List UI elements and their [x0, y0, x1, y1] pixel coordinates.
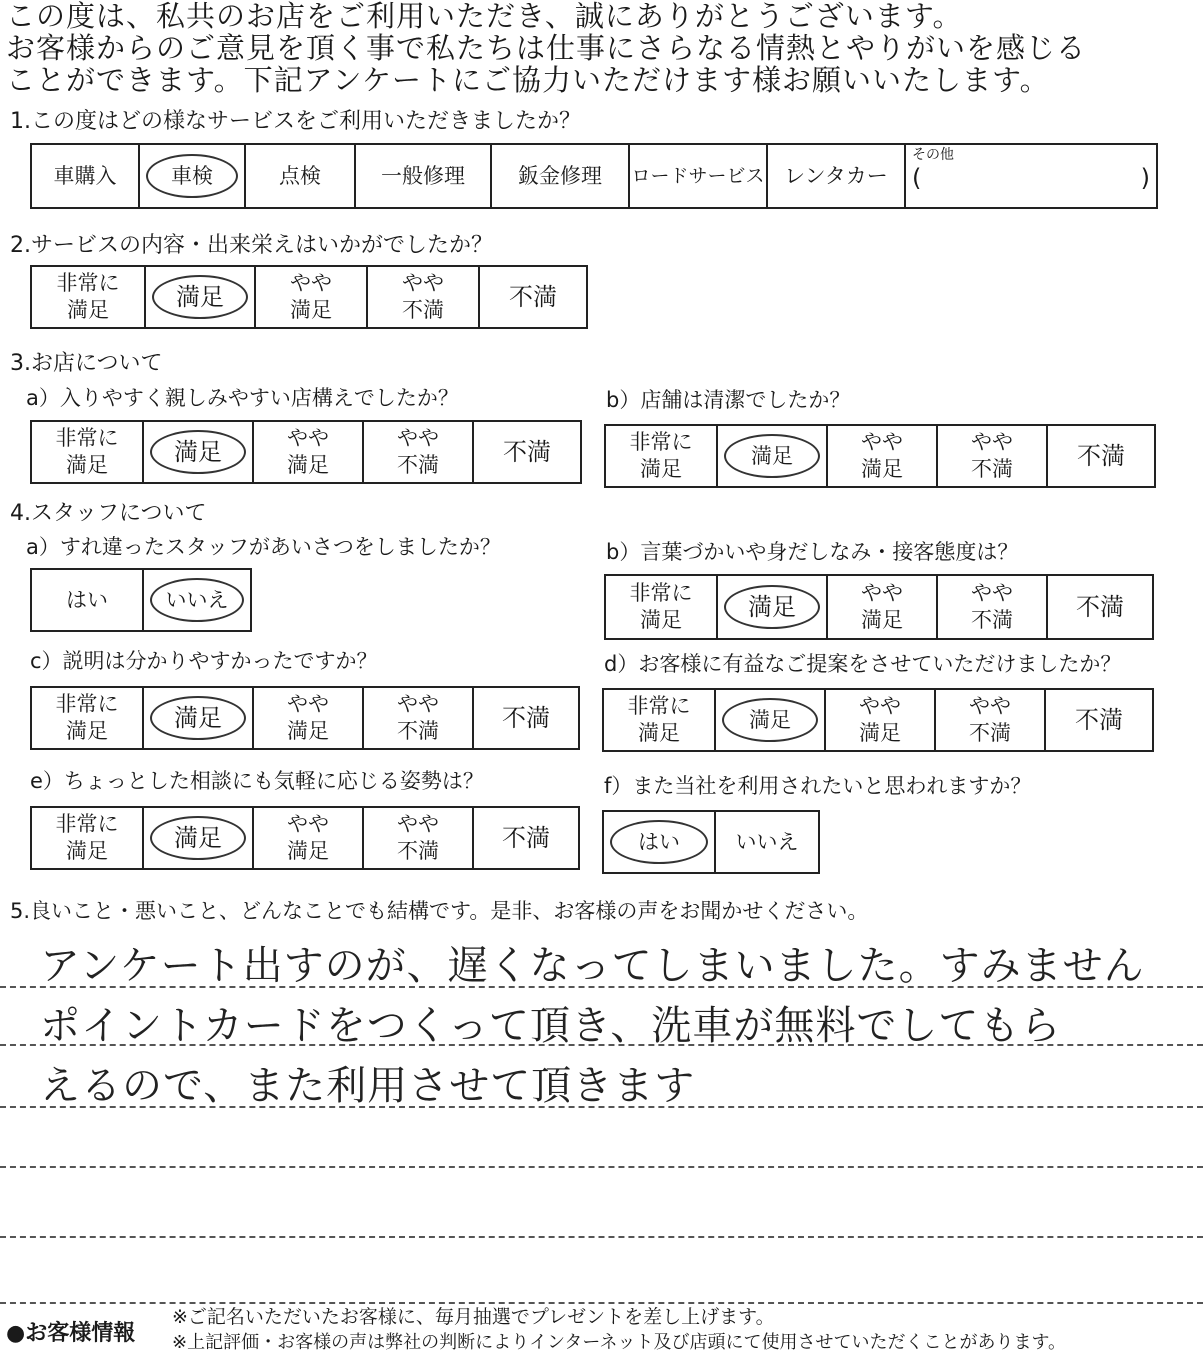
q1-options: [30, 143, 1158, 209]
q1-option-rental-car[interactable]: レンタカー: [766, 145, 904, 207]
q4d-title: d）お客様に有益なご提案をさせていただけましたか？: [604, 652, 1122, 676]
q1-option-check[interactable]: 点検: [244, 145, 354, 207]
q4b-option-very-satisfied[interactable]: 非常に満足: [629, 581, 693, 632]
q4d-option-dissatisfied[interactable]: 不満: [1044, 690, 1152, 750]
q4e-title: e）ちょっとした相談にも気軽に応じる姿勢は？: [30, 769, 484, 793]
q4d-option-somewhat-dissatisfied[interactable]: やや不満: [934, 690, 1044, 750]
q4c-option-somewhat-dissatisfied[interactable]: やや不満: [362, 688, 472, 748]
q1-option-other[interactable]: [904, 145, 1156, 207]
q4-title: 4.スタッフについて: [10, 501, 207, 526]
q4e-option-very-satisfied[interactable]: 非常に満足: [55, 812, 119, 863]
q4c-option-very-satisfied[interactable]: 非常に満足: [55, 692, 119, 743]
q1-other-label: その他: [912, 147, 954, 163]
q1-other-field[interactable]: [912, 163, 1150, 193]
q3b-option-satisfied-selected[interactable]: 満足: [716, 426, 826, 486]
q2-option-somewhat-dissatisfied[interactable]: やや不満: [366, 267, 478, 327]
q3b-options: [604, 424, 1156, 488]
q1-option-car-purchase[interactable]: 車購入: [53, 163, 117, 188]
q3a-option-very-satisfied[interactable]: 非常に満足: [55, 426, 119, 477]
q2-option-somewhat-satisfied[interactable]: やや満足: [254, 267, 366, 327]
q3-title: 3.お店について: [10, 351, 163, 376]
q2-option-dissatisfied[interactable]: 不満: [478, 267, 586, 327]
q1-option-general-repair[interactable]: 一般修理: [354, 145, 490, 207]
q2-title: 2.サービスの内容・出来栄えはいかがでしたか？: [10, 233, 493, 258]
comment-rule-4: [0, 1166, 1203, 1168]
q3b-option-very-satisfied[interactable]: 非常に満足: [629, 430, 693, 481]
q4a-option-no-selected[interactable]: いいえ: [142, 570, 250, 630]
q4a-title: a）すれ違ったスタッフがあいさつをしましたか？: [26, 535, 501, 559]
q1-other-close: ): [1140, 164, 1150, 192]
q3a-options: [30, 420, 582, 484]
q4d-option-very-satisfied[interactable]: 非常に満足: [627, 694, 691, 745]
q4f-option-yes-selected[interactable]: はい: [604, 812, 714, 872]
q4d-option-satisfied-selected[interactable]: 満足: [714, 690, 824, 750]
q4d-options: [602, 688, 1154, 752]
q4c-option-somewhat-satisfied[interactable]: やや満足: [252, 688, 362, 748]
q4b-title: b）言葉づかいや身だしなみ・接客態度は？: [606, 540, 1019, 564]
q4b-option-dissatisfied[interactable]: 不満: [1046, 576, 1152, 638]
q1-title: 1.この度はどの様なサービスをご利用いただきましたか？: [10, 109, 581, 134]
comment-rule-5: [0, 1236, 1203, 1238]
q4c-option-satisfied-selected[interactable]: 満足: [142, 688, 252, 748]
q4e-option-somewhat-dissatisfied[interactable]: やや不満: [362, 808, 472, 868]
q4b-option-somewhat-satisfied[interactable]: やや満足: [826, 576, 936, 638]
q3a-option-satisfied-selected[interactable]: 満足: [142, 422, 252, 482]
q4e-option-satisfied-selected[interactable]: 満足: [142, 808, 252, 868]
q1-option-road-service[interactable]: ロードサービス: [628, 145, 766, 207]
comment-line-3: えるので、また利用させて頂きます: [40, 1063, 696, 1109]
q2-option-satisfied-selected[interactable]: 満足: [144, 267, 254, 327]
q3b-title: b）店舗は清潔でしたか？: [606, 388, 851, 412]
q4f-option-no[interactable]: いいえ: [714, 812, 818, 872]
q5-title: 5.良いこと・悪いこと、どんなことでも結構です。是非、お客様の声をお聞かせください。: [10, 899, 869, 923]
q4d-option-somewhat-satisfied[interactable]: やや満足: [824, 690, 934, 750]
intro-line-3: ことができます。下記アンケートにご協力いただけます様お願いいたします。: [6, 63, 1050, 97]
q4e-option-dissatisfied[interactable]: 不満: [472, 808, 578, 868]
q4e-options: [30, 806, 580, 870]
q3a-option-dissatisfied[interactable]: 不満: [472, 422, 580, 482]
q4b-option-somewhat-dissatisfied[interactable]: やや不満: [936, 576, 1046, 638]
customer-info-title: ●お客様情報: [6, 1321, 136, 1346]
q4c-option-dissatisfied[interactable]: 不満: [472, 688, 578, 748]
q4c-title: c）説明は分かりやすかったですか？: [30, 649, 378, 673]
comment-rule-2: [0, 1044, 1203, 1046]
q2-option-very-satisfied[interactable]: 非常に満足: [56, 271, 120, 322]
q4f-title: f）また当社を利用されたいと思われますか？: [604, 774, 1032, 798]
intro-line-1: この度は、私共のお店をご利用いただき、誠にありがとうございます。: [6, 0, 963, 33]
q4a-option-yes[interactable]: はい: [66, 587, 108, 612]
intro-line-2: お客様からのご意見を頂く事で私たちは仕事にさらなる情熱とやりがいを感じる: [6, 31, 1087, 65]
q4c-options: [30, 686, 580, 750]
comment-line-2: ポイントカードをつくって頂き、洗車が無料でしてもら: [40, 1003, 1062, 1049]
q3a-option-somewhat-satisfied[interactable]: やや満足: [252, 422, 362, 482]
q3b-option-somewhat-satisfied[interactable]: やや満足: [826, 426, 936, 486]
q4a-options: [30, 568, 252, 632]
customer-info-note-1: ※ご記名いただいたお客様に、毎月抽選でプレゼントを差し上げます。: [172, 1306, 775, 1328]
q3b-option-dissatisfied[interactable]: 不満: [1046, 426, 1154, 486]
q4b-options: [604, 574, 1154, 640]
q4e-option-somewhat-satisfied[interactable]: やや満足: [252, 808, 362, 868]
customer-info-note-2: ※上記評価・お客様の声は弊社の判断によりインターネット及び店頭にて使用させていただくことがあります。: [172, 1332, 1067, 1353]
q1-option-inspection-selected[interactable]: 車検: [138, 145, 244, 207]
q3b-option-somewhat-dissatisfied[interactable]: やや不満: [936, 426, 1046, 486]
intro-text: [6, 0, 1201, 96]
comment-rule-1: [0, 986, 1203, 988]
q3a-option-somewhat-dissatisfied[interactable]: やや不満: [362, 422, 472, 482]
q4b-option-satisfied-selected[interactable]: 満足: [716, 576, 826, 638]
comment-rule-3: [0, 1106, 1203, 1108]
q3a-title: a）入りやすく親しみやすい店構えでしたか？: [26, 386, 459, 410]
q2-options: [30, 265, 588, 329]
q1-option-body-repair[interactable]: 鈑金修理: [490, 145, 628, 207]
q1-other-open: (: [912, 164, 922, 192]
comment-line-1: アンケート出すのが、遅くなってしまいました。すみません: [40, 943, 1145, 989]
q4f-options: [602, 810, 820, 874]
